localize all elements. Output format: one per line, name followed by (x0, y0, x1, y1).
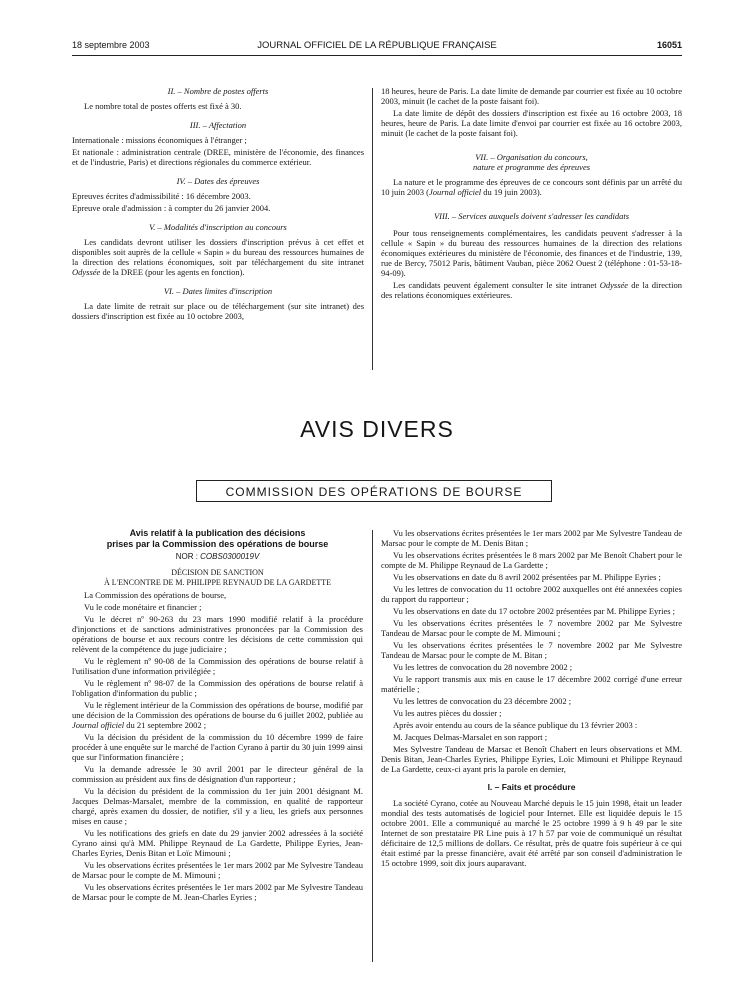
paragraph: Vu le décret nº 90-263 du 23 mars 1990 modifié relatif à la procédure d'injonctions et de sanctions administratives prononcées par la Commission des opérations de bourse et aux recours contre les décisions de cette commission qui relèvent de la compétence du juge judiciaire ; (72, 614, 363, 654)
section-4-title: IV. – Dates des épreuves (176, 176, 260, 186)
paragraph: Vu les lettres de convocation du 11 octobre 2002 auxquelles ont été annexées copies du rapport du rapporteur ; (381, 584, 682, 604)
paragraph: La date limite de dépôt des dossiers d'inscription est fixée au 16 octobre 2003, 18 heures, heure de Paris. La date limite d'envoi par courrier est fixée au 16 octobre 2003, minuit (le cachet de la poste faisant foi). (381, 108, 682, 138)
paragraph: La Commission des opérations de bourse, (84, 590, 227, 600)
column-divider (372, 530, 373, 962)
paragraph: 18 heures, heure de Paris. La date limite de demande par courrier est fixée au 10 octobre 2003, minuit (le cachet de la poste faisant foi). (381, 86, 682, 106)
paragraph: Le nombre total de postes offerts est fixé à 30. (84, 101, 242, 111)
header-journal-title: JOURNAL OFFICIEL DE LA RÉPUBLIQUE FRANÇAISE (257, 40, 497, 51)
avis-title: Avis relatif à la publication des décisions prises par la Commission des opérations de bourse (106, 528, 329, 549)
faits-procedure-heading: I. – Faits et procédure (487, 782, 576, 792)
paragraph: Vu la décision du président de la commission du 1er juin 2001 désignant M. Jacques Delmas-Marsalet, membre de la commission, en qualité de rapporteur chargé, après examen du dossier, de notifier, s'il y a lieu, les griefs aux personnes mises en cause ; (72, 786, 363, 826)
paragraph: Vu le code monétaire et financier ; (84, 602, 202, 612)
paragraph: La date limite de retrait sur place ou de téléchargement (sur site intranet) des dossiers d'inscription est fixée au 10 octobre 2003, (72, 301, 364, 321)
section-6-title: VI. – Dates limites d'inscription (163, 286, 273, 296)
paragraph: Vu les observations en date du 17 octobre 2002 présentées par M. Philippe Eyries ; (393, 606, 676, 616)
paragraph: M. Jacques Delmas-Marsalet en son rapport ; (393, 732, 548, 742)
paragraph: Vu les notifications des griefs en date du 29 janvier 2002 adressées à la société Cyrano ainsi qu'à MM. Philippe Reynaud de La Gardette, Philippe Eyries, Jean-Charles Eyries, Denis Bitan et Loïc Mimouni ; (72, 828, 363, 858)
paragraph: Vu les observations écrites présentées le 1er mars 2002 par Me Sylvestre Tandeau de Marsac pour le compte de M. Denis Bitan ; (381, 528, 682, 548)
paragraph: Vu la décision du président de la commission du 10 décembre 1999 de faire procéder à une enquête sur le marché de l'action Cyrano à partir du 30 juin 1999 ainsi que sur l'information financière ; (72, 732, 363, 762)
paragraph: Vu la demande adressée le 30 avril 2001 par le directeur général de la commission au président aux fins de désignation d'un rapporteur ; (72, 764, 363, 784)
column-divider (372, 88, 373, 370)
paragraph: Epreuves écrites d'admissibilité : 16 décembre 2003. (72, 191, 251, 201)
avis-divers-heading: AVIS DIVERS (300, 416, 454, 442)
running-head (72, 40, 682, 54)
paragraph: Vu les observations écrites présentées le 7 novembre 2002 par Me Sylvestre Tandeau de Marsac pour le compte de M. Bitan ; (381, 640, 682, 660)
paragraph: La nature et le programme des épreuves de ce concours sont définis par un arrêté du 10 juin 2003 (Journal officiel du 19 juin 2003). (381, 177, 682, 197)
paragraph: Vu le règlement intérieur de la Commission des opérations de bourse, modifié par une décision de la Commission des opérations de bourse du 6 juillet 2002, publiée au Journal officiel du 21 septembre 2002 ; (72, 700, 363, 730)
paragraph: Les candidats devront utiliser les dossiers d'inscription prévus à cet effet et disponibles soit auprès de la cellule « Sapin » du bureau des ressources humaines de la direction des relations économiques, soit par téléchargement du site intranet Odyssée de la DREE (pour les agents en fonction). (72, 237, 364, 277)
section-3-title: III. – Affectation (189, 120, 247, 130)
commission-title-box: COMMISSION DES OPÉRATIONS DE BOURSE (196, 480, 552, 502)
header-page-number: 16051 (656, 40, 682, 50)
top-left-column (72, 86, 364, 323)
paragraph: Vu les observations écrites présentées le 1er mars 2002 par Me Sylvestre Tandeau de Marsac pour le compte de M. Jean-Charles Eyries ; (72, 882, 363, 902)
section-8-title: VIII. – Services auxquels doivent s'adresser les candidats (433, 211, 630, 221)
paragraph: Après avoir entendu au cours de la séance publique du 13 février 2003 : (393, 720, 638, 730)
paragraph: Vu le règlement nº 98-07 de la Commission des opérations de bourse relatif à l'obligation d'information du public ; (72, 678, 363, 698)
paragraph: Pour tous renseignements complémentaires, les candidats peuvent s'adresser à la cellule « Sapin » du bureau des ressources humaines de la direction des relations économiques extérieures du ministère de l'économie, des finances et de l'industrie, 139, rue de Bercy, 75012 Paris, bâtiment Vauban, pièce 2062 Ouest 2 (téléphone : 01-53-18-94-09). (381, 228, 682, 278)
paragraph: Vu les lettres de convocation du 28 novembre 2002 ; (393, 662, 573, 672)
paragraph: La société Cyrano, cotée au Nouveau Marché depuis le 15 juin 1998, était un leader mondial des tests automatisés de logiciel pour Internet. Elle est liquidée depuis le 15 octobre 2001. Elle a communiqué au marché le 25 octobre 1999 à 9 h 49 par le site Internet de son prestataire PR Line puis à 17 h 57 par voie de communiqué un résultat déficitaire de 12,5 millions de dollars. Ce résultat, près de quatre fois supérieur à ce qui était estimé par la presse financière, avait été arrêté par son conseil d'administration le 15 octobre 1999, soit dix jours auparavant. (381, 798, 682, 868)
paragraph: Vu le rapport transmis aux mis en cause le 17 décembre 2002 corrigé d'une erreur matérielle ; (381, 674, 682, 694)
nor-reference: NOR : COBS0300019V (175, 552, 260, 561)
section-7-title: VII. – Organisation du concours, nature et programme des épreuves (472, 152, 591, 172)
bottom-left-column (72, 528, 363, 904)
header-rule (72, 55, 682, 56)
bottom-right-column (381, 528, 682, 870)
paragraph: Vu les observations en date du 8 avril 2002 présentées par M. Philippe Eyries ; (393, 572, 661, 582)
section-2-title: II. – Nombre de postes offerts (167, 86, 269, 96)
paragraph: Internationale : missions économiques à l'étranger ; (72, 135, 247, 145)
top-right-column (381, 86, 682, 302)
header-date: 18 septembre 2003 (72, 40, 150, 50)
paragraph: Epreuve orale d'admission : à compter du 26 janvier 2004. (72, 203, 271, 213)
paragraph: Vu les observations écrites présentées le 1er mars 2002 par Me Sylvestre Tandeau de Marsac pour le compte de M. Mimouni ; (72, 860, 363, 880)
paragraph: Vu les lettres de convocation du 23 décembre 2002 ; (393, 696, 572, 706)
paragraph: Et nationale : administration centrale (DREE, ministère de l'économie, des finances et de l'industrie, Paris) et directions régionales du commerce extérieur. (72, 147, 364, 167)
paragraph: Vu les observations écrites présentées le 8 mars 2002 par Me Benoît Chabert pour le compte de M. Philippe Reynaud de La Gardette ; (381, 550, 682, 570)
paragraph: Mes Sylvestre Tandeau de Marsac et Benoît Chabert en leurs observations et MM. Denis Bitan, Jean-Charles Eyries, Philippe Eyries, Loïc Mimouni et Philippe Reynaud de La Gardette, ceux-ci ayant pris la parole en dernier, (381, 744, 682, 774)
paragraph: Les candidats peuvent également consulter le site intranet Odyssée de la direction des relations économiques extérieures. (381, 280, 682, 300)
paragraph: Vu les autres pièces du dossier ; (393, 708, 502, 718)
section-5-title: V. – Modalités d'inscription au concours (149, 222, 287, 232)
decision-heading: DÉCISION DE SANCTION À L'ENCONTRE DE M. PHILIPPE REYNAUD DE LA GARDETTE (104, 568, 331, 587)
paragraph: Vu le règlement nº 90-08 de la Commission des opérations de bourse relatif à l'utilisation d'une information privilégiée ; (72, 656, 363, 676)
paragraph: Vu les observations écrites présentées le 7 novembre 2002 par Me Sylvestre Tandeau de Marsac pour le compte de M. Mimouni ; (381, 618, 682, 638)
